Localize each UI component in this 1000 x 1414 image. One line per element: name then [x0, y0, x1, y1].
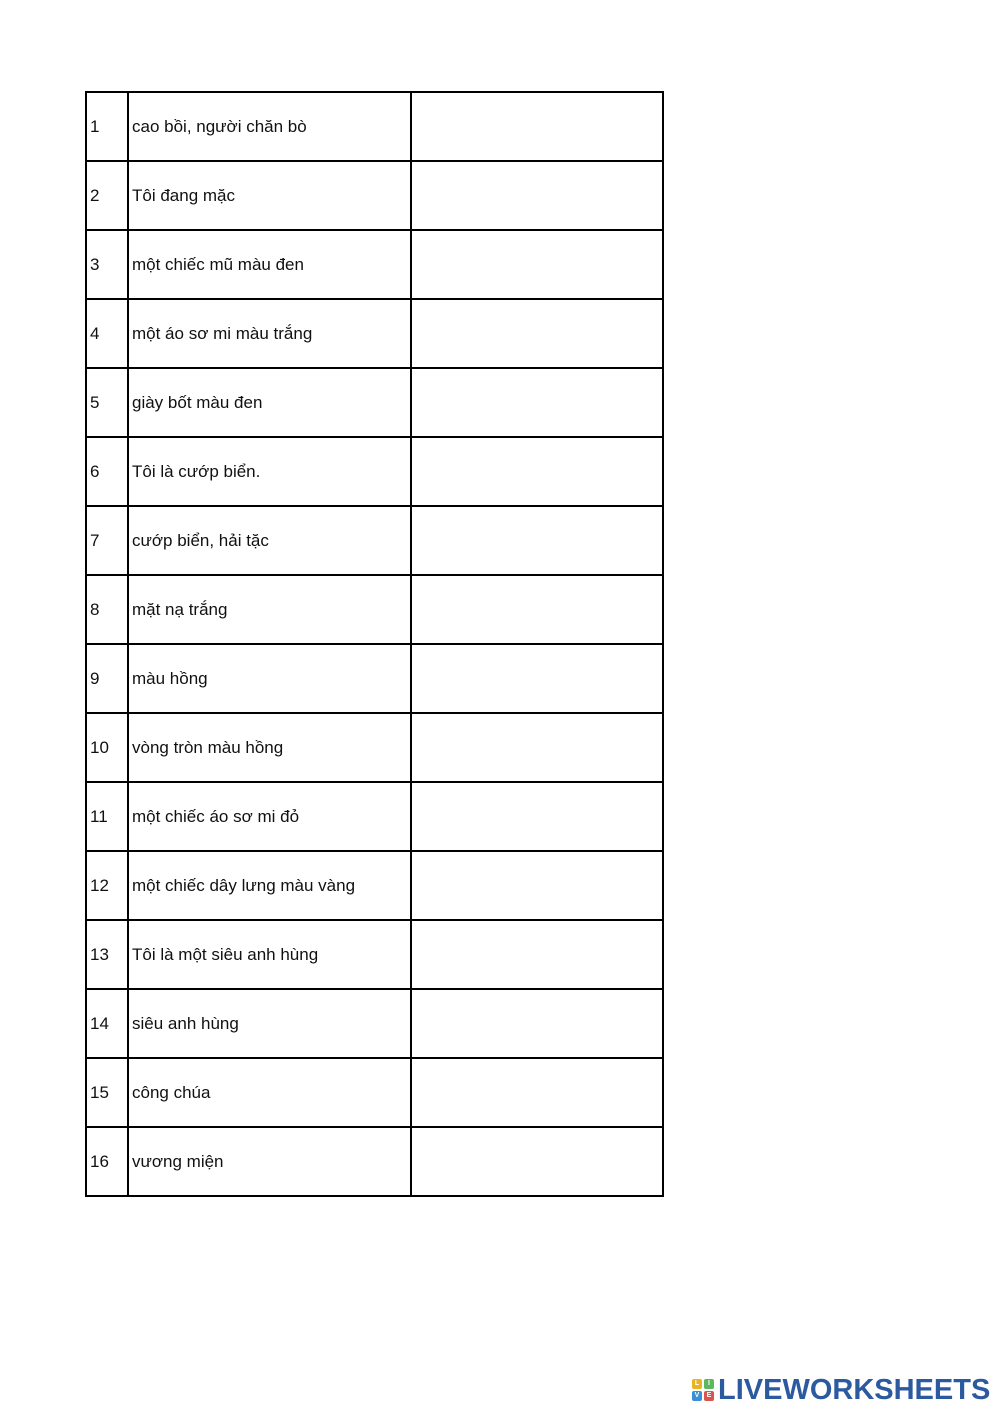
answer-input[interactable] [415, 576, 662, 643]
answer-cell [411, 851, 663, 920]
answer-input[interactable] [415, 438, 662, 505]
row-number: 9 [86, 644, 128, 713]
vietnamese-phrase: một chiếc áo sơ mi đỏ [128, 782, 411, 851]
table-row [86, 713, 663, 782]
answer-cell [411, 506, 663, 575]
row-number: 4 [86, 299, 128, 368]
vietnamese-phrase: công chúa [128, 1058, 411, 1127]
table-row [86, 644, 663, 713]
table-row [86, 368, 663, 437]
table-row [86, 782, 663, 851]
answer-cell [411, 161, 663, 230]
answer-cell [411, 1127, 663, 1196]
row-number: 11 [86, 782, 128, 851]
brand-name: LIVEWORKSHEETS [718, 1373, 991, 1406]
answer-cell [411, 92, 663, 161]
vietnamese-phrase: mặt nạ trắng [128, 575, 411, 644]
answer-input[interactable] [415, 231, 662, 298]
answer-input[interactable] [415, 714, 662, 781]
row-number: 3 [86, 230, 128, 299]
vietnamese-phrase: siêu anh hùng [128, 989, 411, 1058]
answer-cell [411, 1058, 663, 1127]
answer-input[interactable] [415, 300, 662, 367]
row-number: 8 [86, 575, 128, 644]
answer-input[interactable] [415, 162, 662, 229]
table-row [86, 299, 663, 368]
logo-block: V [692, 1391, 702, 1401]
answer-cell [411, 368, 663, 437]
answer-input[interactable] [415, 645, 662, 712]
row-number: 16 [86, 1127, 128, 1196]
row-number: 14 [86, 989, 128, 1058]
answer-input[interactable] [415, 1059, 662, 1126]
row-number: 13 [86, 920, 128, 989]
answer-cell [411, 575, 663, 644]
answer-cell [411, 920, 663, 989]
table-row [86, 575, 663, 644]
table-row [86, 161, 663, 230]
table-row [86, 437, 663, 506]
answer-input[interactable] [415, 921, 662, 988]
vietnamese-phrase: cướp biển, hải tặc [128, 506, 411, 575]
answer-input[interactable] [415, 990, 662, 1057]
table-row [86, 506, 663, 575]
row-number: 6 [86, 437, 128, 506]
logo-block: I [704, 1379, 714, 1389]
table-row [86, 92, 663, 161]
answer-cell [411, 782, 663, 851]
answer-cell [411, 299, 663, 368]
answer-input[interactable] [415, 852, 662, 919]
table-row [86, 989, 663, 1058]
vocabulary-table [85, 91, 664, 1197]
vietnamese-phrase: vương miện [128, 1127, 411, 1196]
table-row [86, 230, 663, 299]
table-body [86, 92, 663, 1196]
answer-cell [411, 230, 663, 299]
answer-cell [411, 989, 663, 1058]
vietnamese-phrase: Tôi là cướp biển. [128, 437, 411, 506]
vietnamese-phrase: một chiếc mũ màu đen [128, 230, 411, 299]
answer-input[interactable] [415, 369, 662, 436]
table-row [86, 851, 663, 920]
answer-input[interactable] [415, 1128, 662, 1195]
vietnamese-phrase: một chiếc dây lưng màu vàng [128, 851, 411, 920]
row-number: 5 [86, 368, 128, 437]
live-blocks-icon [692, 1379, 714, 1401]
answer-cell [411, 644, 663, 713]
vietnamese-phrase: màu hồng [128, 644, 411, 713]
row-number: 10 [86, 713, 128, 782]
table-row [86, 1127, 663, 1196]
row-number: 2 [86, 161, 128, 230]
vietnamese-phrase: Tôi là một siêu anh hùng [128, 920, 411, 989]
vietnamese-phrase: một áo sơ mi màu trắng [128, 299, 411, 368]
answer-cell [411, 713, 663, 782]
vietnamese-phrase: vòng tròn màu hồng [128, 713, 411, 782]
liveworksheets-logo [692, 1374, 990, 1406]
table-row [86, 1058, 663, 1127]
row-number: 1 [86, 92, 128, 161]
answer-input[interactable] [415, 93, 662, 160]
logo-block: L [692, 1379, 702, 1389]
row-number: 7 [86, 506, 128, 575]
vietnamese-phrase: cao bồi, người chăn bò [128, 92, 411, 161]
row-number: 12 [86, 851, 128, 920]
vietnamese-phrase: Tôi đang mặc [128, 161, 411, 230]
answer-input[interactable] [415, 507, 662, 574]
answer-cell [411, 437, 663, 506]
vietnamese-phrase: giày bốt màu đen [128, 368, 411, 437]
table-row [86, 920, 663, 989]
answer-input[interactable] [415, 783, 662, 850]
row-number: 15 [86, 1058, 128, 1127]
logo-block: E [704, 1391, 714, 1401]
